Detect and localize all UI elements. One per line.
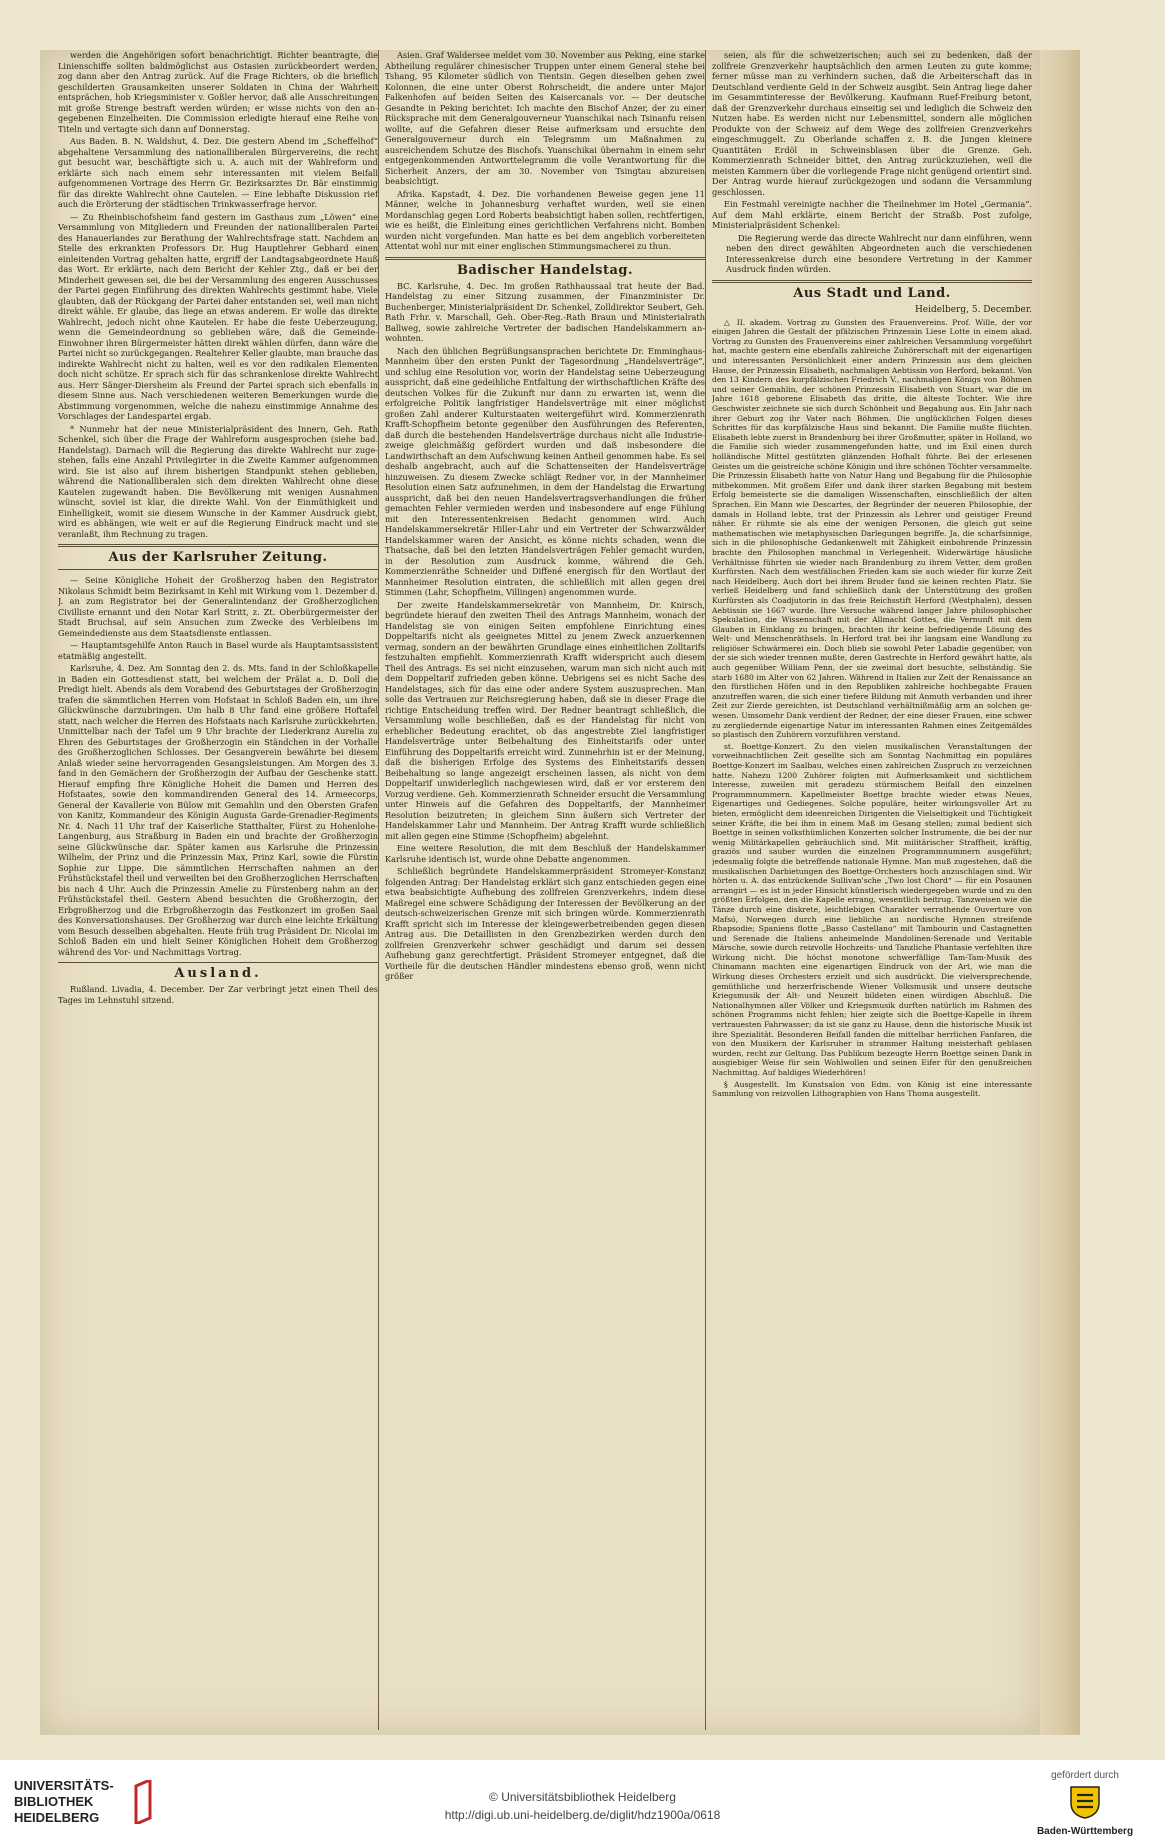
section-heading: Aus Stadt und Land.: [793, 285, 951, 301]
funder-name: Baden-Württemberg: [1036, 1826, 1134, 1837]
funded-by-label: gefördert durch: [1051, 1770, 1119, 1781]
section-divider: [385, 257, 705, 260]
newspaper-page: [40, 50, 1040, 1735]
paragraph: § Ausgestellt. Im Kunstsalon von Edm. von König ist eine interessante Sammlung von reizvollen Lithographien von Hans Thoma ausgestellt.: [712, 1079, 1032, 1099]
paragraph: * Nunmehr hat der neue Ministerialpräsident des Innern, Geh. Rath Schenkel, sich über die Frage der Wahlreform ausgesprochen (siehe bad. Handelstag). Darnach will die Regierung das direkte Wahlrecht nur zugestehen, falls eine Anzahl Privilegirter in die Zweite Kammer aufgenommen wird. Sie ist also auf ihrem bisherigen Standpunkt stehen geblieben, während die Nationalliberalen sich dem direkten Wahlrecht ohne diese Kautelen zugewandt haben. Die Bevölkerung mit wenigen Ausnahmen wünscht, soviel ist klar, die direkte Wahl. Von der Einmüthigkeit und Einhelligkeit, womit sie diesem Wunsche in der Kammer Ausdruck giebt, wird es abhängen, wie weit er auf die Regierung Eindruck macht und sie veranlaßt, ihm Rechnung zu tragen.: [58, 423, 378, 539]
paragraph: werden die Angehörigen sofort benachrichtigt. Richter beantragte, die Linienschiffe sollten baldmöglichst aus Ostasien zurückbeordert werden, zog dann aber den Antrag zurück. Auf die Frage Richters, ob die brieflich geschilderten Grausamkeiten unserer Soldaten in China der Wahrheit entsprächen, hob Kriegsminister v. Goßler hervor, daß alle Ausschreitungen mit große Strenge bestraft werden würden; er wisse nichts von den angegebenen Einzelheiten. Die Commission erledigte hierauf eine Reihe von Titeln und vertagte sich dann auf Donnerstag.: [58, 50, 378, 134]
coat-of-arms-icon: [1067, 1785, 1103, 1819]
permalink[interactable]: http://digi.ub.uni-heidelberg.de/diglit/hdz1900a/0618: [444, 1808, 721, 1822]
column-1: [58, 50, 378, 1730]
paragraph: Aus Baden. B. N. Waldshut, 4. Dez. Die gestern Abend im „Scheffelhof“ abgehaltene Versammlung des nationalliberalen Bürgervereins, die recht gut besucht war, beschäftigte sich u. A. auch mit der Wahlreform und erklärte sich nach einem sehr interessanten mit vielem Beifall aufgenommenen Vortrage des Herrn Gr. Bezirksarztes Dr. Bär einstimmig für das direkte Wahlrecht ohne Cautelen. — Eine lebhafte Diskussion rief auch die Erörterung der städtischen Trinkwasserfrage hervor.: [58, 136, 378, 209]
paragraph: Der zweite Handelskammersekretär von Mannheim, Dr. Knirsch, begründete hierauf den zweiten Theil des Antrags Mannheim, wonach der Handelstag sie von einigen Seiten empfohlene Einrichtung eines Doppeltarifs nicht als geeignetes Mittel zu jenem Zweck anzuerkennen vermag, sondern an der bewährten Grundlage eines einheitlichen Zolltarifs festzuhalten empfiehlt. Kommerzienrath Krafft widerspricht auch diesem Theil des Antrags. Es sei nicht einzusehen, warum man sich nicht auch mit dem Doppeltarif zufrieden geben könne. Uebrigens sei es nicht Sache des Handelstages, sich für das eine oder andere System auszusprechen. Man solle das Vertrauen zur Reichsregierung haben, daß sie in dieser Frage die richtige Entscheidung treffen wird. Der Redner beantragt schließlich, die Versammlung wolle beschließen, daß es der Handelstag für nicht von erheblicher Bedeutung erachtet, ob das angestrebte Ziel langfristiger Handelsverträge unter Beibehaltung des Einheitstarifs oder unter Einführung des Doppeltarifs erreicht wird. Zunmehrhin ist er der Meinung, daß die bisherigen Erfolge des Systems des Einheitstarifs dessen Beibehaltung so lange angezeigt erscheinen lassen, als nicht von dem Doppeltarif unwiderleglich nachgewiesen wird, daß er vor ersterem den Vorzug verdiene. Geh. Kommerzienrath Schneider ersucht die Versammlung unter Hinweis auf die Gefahren des Doppeltarifs, der Mannheimer Resolution beizutreten; in gleichem Sinn äußern sich Vertreter der Handelskammer Lahr und Mannheim. Der Antrag Krafft wurde schließlich mit allen gegen eine Stimme (Schopfheim) abgelehnt.: [385, 599, 705, 841]
column-2: [385, 50, 705, 1730]
paragraph: Karlsruhe, 4. Dez. Am Sonntag den 2. ds. Mts. fand in der Schloßkapelle in Baden ein Gottesdienst statt, bei welchem der Prälat a. D. Doll die Predigt hielt. Abends als dem Vorabend des Geburtstages der Großherzogin trafen die sämmtlichen Herren vom Hofstaat in Schloß Baden ein, um ihre Glückwünsche darzubringen. Um halb 8 Uhr fand eine größere Hoftafel statt, nach welcher die Herren des Hofstaats nach Karlsruhe zurückkehrten. Unmittelbar nach der Tafel um 9 Uhr brachte der Liederkranz Aurelia zu Ehren des Geburtstages der Großherzogin ein Ständchen in der Vorhalle des Großherzoglichen Schlosses. Der Gesangverein bewährte bei diesem Anlaß wieder seine hervorragenden Gesangsleistungen. Am Morgen des 3. fand in den Gemächern der Großherzogin der Aufbau der Geschenke statt. Hierauf empfing Ihre Königliche Hoheit die Damen und Herren des Hofstaates, sowie den kommandirenden General des 14. Armeecorps, General der Kavallerie von Bülow mit Gemahlin und den Obersten Grafen von Kanitz, Kommandeur des Königin Augusta Garde-Grenadier-Regiments Nr. 4. Nach 11 Uhr traf der Kaiserliche Statthalter, Fürst zu Hohenlohe-Langenburg, aus Straßburg in Baden ein und brachte der Großherzogin seine Glückwünsche dar. Später kamen aus Karlsruhe die Prinzessin Wilhelm, der Prinz und die Prinzessin Max, Prinz Karl, sowie die Fürstin Sophie zur Lippe. Die sämmtlichen Herrschaften nahmen an der Frühstückstafel theil und verweilten bei den Großherzoglichen Herrschaften bis nach 4 Uhr. Auch die Prinzessin Amelie zu Fürstenberg nahm an der Frühstückstafel theil. Gestern Abend besuchten die Großherzogin, der Erbgroßherzog und die Erbgroßherzogin das Festkonzert im großen Saal des Konversationshauses. Der Großherzog war durch eine leichte Erkältung vom Besuch desselben abgehalten. Heute früh trug Präsident Dr. Nicolai im Schloß Baden ein und hielt Seiner Königlichen Hoheit dem Großherzog während des Vor- und Nachmittags Vortrag.: [58, 663, 378, 957]
viewer-footer: [0, 1760, 1165, 1842]
column-rule: [705, 50, 706, 1730]
paragraph: st. Boettge-Konzert. Zu den vielen musikalischen Veranstaltungen der vorweihnachtlichen Zeit gesellte sich am Sonntag Nachmittag ein populäres Boettge-Konzert im Saalbau, welches einen zahlreichen Zuspruch zu verzeichnen hatte. Nahezu 1200 Zuhörer folgten mit Aufmerksamkeit und sichtlichem Interesse, zuweilen mit geradezu stürmischem Beifall den einzelnen Programmnummern. Kapellmeister Boettge brachte wieder etwas Neues, Eigenartiges und Gediegenes. Solche populäre, heiter wirkungsvoller Art zu bieten, ermöglicht dem ideenreichen Dirigenten die Vielseitigkeit und Tüchtigkeit seiner Kräfte, die bei ihm in einem Maß im Gesang stellen; zumal bedient sich Boettge in seinen volksthümlichen Konzerten solcher Instrumente, die bei der nur wenig Militärkapellen gebräuchlich sind. Mit militärischer Straffheit, kräftig, graziös und sauber wurden die einzelnen Programmnummern ausgeführt; jedesmalig folgte die betreffende nationale Hymne. Man muß zugestehen, daß die musikalischen Darbietungen des Boettge-Orchesters hoch anzuschlagen sind. Wir hörten u. A. das entzückende Sullivan'sche „Two lost Chord“ — für ein Posaunen arrangirt — es ist in jeder Hinsicht künstlerisch wiedergegeben wurde und zu den größten Erfolgen, den die Kapelle errang, wesentlich beitrug. Tanzweisen wie die Tänze durch eine diskrete, leichtlebigen Charakter verrathende Ouverture von Mafsó, Norwegen durch eine liebliche an nordische Hymnen streifende Rhapsodie; Spaniens flotte „Basso Castellano“ mit Tambourin und Castagnetten und Serenade die Italiens anheimelnde Mandolinen-Serenade und Veritable Märsche, sowie durch reizvolle Hochzeits- und Tanzliche Phantasie verfehlten ihre Wirkung nicht. Die höchst monotone schwerfällige Tam-Tam-Musik des Chinamann machten eine eigenartigen Eindruck von der Art, wie man die Wirkung dieses Orchesters erzielt und sich ausdrückt. Die vielversprechende, gemüthliche und herzerfrischende Wiener Volksmusik und unsere deutsche Kriegsmusik der Alt- und Neuzeit bildeten einen würdigen Abschluß. Die Nationalhymnen aller Völker und Kriegsmusik durften natürlich im Rahmen des schönen Programms nicht fehlen; hier zeigte sich die Boettge-Kapelle in ihrem vertrauesten Fahrwasser; da ist sie ganz zu Hause, denn die historische Musik ist ihre Spezialität. Besonderen Beifall fanden die mittelbar herrlichen Fanfaren, die von den Musikern der Karlsruher in strammer Haltung meisterhaft geblasen wurden, recht zur Geltung. Das Publikum bezeugte Herrn Boettge seinen Dank in ausgiebiger Weise für sein Wohlwollen und seinen Eifer für den genußreichen Nachmittag. Auf baldiges Wiederhören!: [712, 741, 1032, 1077]
section-divider: [58, 962, 378, 963]
paragraph: Ein Festmahl vereinigte nachher die Theilnehmer im Hotel „Germania“. Auf dem Mahl erklärte, einem Bericht der Straßb. Post zufolge, Ministerialpräsident Schenkel:: [712, 199, 1032, 230]
paragraph: Nach den üblichen Begrüßungsansprachen berichtete Dr. Emminghaus-Mannheim über den ersten Punkt der Tagesordnung „Handelsverträge“, und schlug eine Resolution vor, worin der Handelstag seine Ueberzeugung ausspricht, daß eine gedeihliche Entfaltung der wirthschaftlichen Kräfte des deutschen Volkes für die Zukunft nur dann zu erwarten ist, wenn die erfolgreiche Politik langfristiger Handelsverträge mit einer möglichst großen Zahl anderer Kulturstaaten weitergeführt wird. Kommerzienrath Krafft-Schopfheim betonte gegenüber den Ausführungen des Referenten, daß durch die bestehenden Handelsverträge durchaus nicht alle Industriezweige gleichmäßig gefördert wurden und daß insbesondere die Landwirthschaft an dem Aufschwung keinen Antheil genommen habe. Es sei deshalb angebracht, auch auf die Schattenseiten der Handelsverträge hinzuweisen. Zu diesem Zwecke schlägt Redner vor, in der Mannheimer Resolution einen Satz aufzunehmen, in dem der Handelstag die Erwartung ausspricht, daß bei den neuen Handelsvertragsverhandlungen die früher gemachten Fehler vermieden werden und insbesondere auf enge Fühlung mit den Interessentenkreisen Bedacht genommen wird. Auch Handelskammersekretär Hiller-Lahr und ein Vertreter der Schwarzwälder Handelskammer waren der Ansicht, es könne nichts schaden, wenn die Thatsache, daß bei den letzten Handelsverträgen Fehler gemacht wurden, in der Resolution zum Ausdruck komme, während die Geh. Kommerzienräthe Schneider und Diffené energisch für den Wortlaut der Mannheimer Resolution eintraten, die schließlich mit allen gegen drei Stimmen (Lahr, Schopfheim, Villingen) angenommen wurde.: [385, 345, 705, 598]
section-heading: Aus der Karlsruher Zeitung.: [108, 550, 328, 565]
paragraph: seien, als für die schweizerischen; auch sei zu bedenken, daß der zollfreie Grenzverkehr hauptsächlich den armen Leuten zu gute komme; ferner müsse man zu verhindern suchen, daß die Arbeiterschaft das in Deutschland verdiente Geld in der Schweiz ausgibt. Sein Antrag liege daher im Gesammtinteresse der Bevölkerung. Kaufmann Ruef-Freiburg betont, daß der Grenzverkehr durchaus einseitig sei und lediglich die Schweiz den Nutzen habe. Es werden nicht nur Lebensmittel, sondern alle möglichen Produkte von der Schweiz auf dem Wege des zollfreien Grenzverkehrs eingeschmuggelt. Zu Oberlande schaffen z. B. die Jungen kleinere Quantitäten Erdöl in Schweinsblasen über die Grenze. Geh. Kommerzienrath Schneider bittet, den Antrag zurückzuziehen, weil die meisten Kammern über die vorliegende Frage nicht genügend orientirt sind. Der Antrag wurde hierauf zurückgezogen und sodann die Versammlung geschlossen.: [712, 50, 1032, 197]
paragraph: BC. Karlsruhe, 4. Dec. Im großen Rathhaussaal trat heute der Bad. Handelstag zu einer Sitzung zusammen, der Finanzminister Dr. Buchenberger, Ministerialpräsident Dr. Schenkel, Zolldirektor Seubert, Geh. Rath Frhr. v. Marschall, Geh. Ober-Reg.-Rath Braun und Ministerialrath Ballweg, sowie zahlreiche Vertreter der badischen Handelskammern anwohnten.: [385, 280, 705, 344]
paragraph: Rußland. Livadia, 4. December. Der Zar verbringt jetzt einen Theil des Tages im Lehnstuhl sitzend.: [58, 984, 378, 1005]
page-edge: [1040, 50, 1080, 1735]
section-divider: [58, 569, 378, 570]
column-3: [712, 50, 1032, 1730]
dateline: Heidelberg, 5. December.: [914, 304, 1032, 315]
funder-logo[interactable]: [1020, 1770, 1150, 1840]
paragraph: Afrika. Kapstadt, 4. Dez. Die vorhandenen Beweise gegen jene 11 Männer, welche in Johannesburg verhaftet wurden, weil sie einen Mordanschlag gegen Lord Roberts beabsichtigt haben sollen, rechtfertigen, wie es heißt, die Einleitung eines gerichtlichen Verfahrens nicht. Bomben wurden nicht vorgefunden. Man hatte es bei dem angeblich vorbereiteten Attentat wohl nur mit einer englischen Stimmungsmacherei zu thun.: [385, 188, 705, 251]
quoted-statement: Die Regierung werde das directe Wahlrecht nur dann einführen, wenn neben den direct gewählten Abgeordneten auch die verschiedenen Interessenkreise durch eine besondere Vertretung in der Kammer Ausdruck finden würden.: [726, 232, 1032, 274]
paragraph: — Seine Königliche Hoheit der Großherzog haben den Registrator Nikolaus Schmidt beim Bezirksamt in Kehl mit Wirkung vom 1. Dezember d. J. an zum Registrator bei der Generalintendanz der Großherzoglichen Civilliste ernannt und den Notar Karl Stritt, z. Zt. Oberbürgermeister der Stadt Bruchsal, auf sein Ansuchen zum Zwecke des Verbleibens im Gemeindedienste aus dem Staatsdienste entlassen.: [58, 575, 378, 638]
column-rule: [378, 50, 379, 1730]
library-name: UNIVERSITÄTS-BIBLIOTHEK HEIDELBERG: [14, 1778, 114, 1825]
section-heading: Badischer Handelstag.: [456, 262, 634, 278]
paragraph: △ II. akadem. Vortrag zu Gunsten des Frauenvereins. Prof. Wille, der vor einigen Jahren die Gestalt der pfälzischen Prinzessin Liese Lotte in einem akad. Vortrag zu Gunsten des Frauenvereins einer zahlreichen Versammlung vorgeführt hat, machte gestern eine ebenfalls zahlreiche Zuhörerschaft mit der eigenartigen und interessanten Persönlichkeit einer andern Prinzessin aus dem gleichen Hause, der Prinzessin Elisabeth, nachmaligen Aebtissin von Herford, bekannt. Von den 13 Kindern des kurpfälzischen Friedrich V., nachmaligen Königs von Böhmen und seiner Gemahlin, der schönen Prinzessin Elisabeth von Stuart, war die im Jahre 1618 geborene Elisabeth das dritte, die älteste Tochter. Wie ihre Geschwister zeichnete sie sich durch Schönheit und Begabung aus. Ein Jahr nach ihrer Geburt zog ihr Vater nach Böhmen. Die unglücklichen Folgen dieses Schrittes für das kurpfälzische Haus sind bekannt. Die Familie mußte flüchten. Elisabeth lebte zuerst in Brandenburg bei ihrer Großmutter, später in Holland, wo die Familie sich wieder zusammengefunden hatte, und im Exil einen durch holländische Mittel gestützten glänzenden Hofhalt führte. Bei der erlesenen Geistes um die geistreiche schöne Königin und ihre schönen Töchter versammelte. Die Prinzessin Elisabeth hatte von Natur Hang und Begabung für die Philosophie mitbekommen. Mit großem Eifer und dank ihrer starken Begabung mit bestem Erfolg bemeisterte sie die damaligen Wissenschaften, einschließlich der alten Sprachen. Ein Mann wie Descartes, der Begründer der neueren Philosophie, der damals in Holland lebte, trat der Prinzessin als Lehrer und geistiger Freund näher. Er rühmte sie als eine der wenigen Personen, die gleich gut seine mathematischen wie metaphysischen Darlegungen begriffe. Ja, die scharfsinnige, sich in die philosophische Gedankenwelt mit Zähigkeit einbohrende Prinzessin brachte den Philosophen manchmal in Verlegenheit. Widerwärtige häusliche Verhältnisse führten sie wieder nach Brandenburg zu ihrem Vetter, dem großen Kurfürsten. Nach dem westfälischen Frieden kam sie auch wieder für kurze Zeit nach Heidelberg. Auch dort bei ihrem Bruder fand sie keinen rechten Platz. Sie verließ Heidelberg und fand schließlich dank der Unterstützung des großen Kurfürsten als Coadjutorin in das freie Reichsstift Herford (Westphalen), dessen Aebtissin sie 1667 wurde. Ihre Versuche während langer Jahre philosophischer Spekulation, die Wissenschaft mit der Allmacht Gottes, die Vernunft mit dem Glauben in Einklang zu bringen, brachten ihr keine befriedigende Lösung des Welt- und Menschenräthsels. In Herford trat bei ihr langsam eine Wandlung zu religiöser Schwärmerei ein. Doch blieb sie sowohl Peter Labadie gegenüber, von der sie sich wieder trennen mußte, deren Gastrechte in Herford gewährt hatte, als auch gegenüber William Penn, der sie zweimal dort besuchte, selbständig. Sie starb 1680 im Alter von 62 Jahren. Während in Italien zur Zeit der Renaissance an den fürstlichen Höfen und in den Republiken zahlreiche hochbegabte Frauen anzutreffen waren, die sich einer tiefere Bildung mit Anmuth verbanden und ihrer Zeit zur Zierde gereichten, ist Deutschland verhältnißmäßig arm an solchen gewesen. Umsomehr Dank verdient der Redner, der eine dieser Frauen, eine schwer zu zergliedernde eigenartige Natur im interessanten Rahmen eines Zeitgemäldes so plastisch den Zuhörern vorzuführen verstand.: [712, 317, 1032, 740]
copyright-text: © Universitätsbibliothek Heidelberg: [489, 1790, 676, 1804]
paragraph: Asien. Graf Waldersee meldet vom 30. November aus Peking, eine starke Abtheilung regulärer chinesischer Truppen unter einem General stehe bei Tshang, 95 Kilometer südlich von Tientsin. Gegen dieselben gehen zwei Kolonnen, die eine unter Oberst Rohrscheidt, die andere unter Major Falkenhofen auf beiden Seiten des Kaisercanals vor. — Der deutsche Gesandte in Peking berichtet: Ich machte den Bischof Anzer, der zu einer Rücksprache mit dem Generalgouverneur Yuanschikai nach Tsinanfu reisen wollte, auf die Gefahren dieser Reise aufmerksam und ersuchte den Generalgouverneur durch ein Telegramm um Maßnahmen zu ausreichendem Schutze des Bischofs. Yuanschikai übernahm in einem sehr entgegenkommenden Antworttelegramm die volle Verantwortung für die Sicherheit Anzers, der am 30. November von Tsingtau abzureisen beabsichtigt.: [385, 50, 705, 186]
paragraph: — Hauptamtsgehilfe Anton Rauch in Basel wurde als Hauptamtsassistent etatmäßig angestellt.: [58, 640, 378, 661]
section-divider: [712, 280, 1032, 283]
paragraph: Eine weitere Resolution, die mit dem Beschluß der Handelskammer Karlsruhe identisch ist, wurde ohne Debatte angenommen.: [385, 843, 705, 864]
section-divider: [58, 544, 378, 547]
paragraph: Schließlich begründete Handelskammerpräsident Stromeyer-Konstanz folgenden Antrag: Der Handelstag erklärt sich ganz entschieden gegen eine etwa beabsichtigte Aufhebung des zollfreien Grenzverkehrs, indem diese Maßregel eine schwere Schädigung der Interessen der Bevölkerung an der deutsch-schweizerischen Grenze mit sich bringen würde. Kommerzienrath Krafft spricht sich im Interesse der kleingewerbetreibenden gegen diesen Antrag aus. Die Detaillisten in den Grenzbezirken werden durch den zollfreien Grenzverkehr schwer geschädigt und darum sei dessen Aufhebung ganz gerechtfertigt. Präsident Stromeyer entgegnet, daß die Vortheile für die deutschen Händler mindestens ebenso groß, wenn nicht größer: [385, 866, 705, 982]
section-heading: Ausland.: [174, 966, 262, 982]
paragraph: — Zu Rheinbischofsheim fand gestern im Gasthaus zum „Löwen“ eine Versammlung von Mitgliedern und Freunden der nationalliberalen Partei des Hanauerlandes zur Berathung der Wahlrechtsfrage statt. Nachdem an Stelle des erkrankten Professors Dr. Hug Hauptlehrer Gebhard einen einleitenden Vortrag gehalten hatte, ergriff der Landtagsabgeordnete Hauß das Wort. Er erklärte, nach dem Bericht der Kehler Ztg., daß er bei der Minderheit gewesen sei, die bei der Versammlung des engeren Ausschusses der Partei gegen Einführung des direkten Wahlrechts gestimmt habe. Viele glaubten, daß der Rückgang der Partei daher entstanden sei, weil man nicht direkt wähle. Er glaube, das liege an etwas anderem. Er wolle das direkte Wahlrecht, jedoch nicht ohne Kautelen. Er habe die feste Ueberzeugung, wenn die Gemeindeordnung so geblieben wäre, daß die Gemeinde-Einwohner ihren Bürgermeister hätten direkt wählen dürfen, dann wäre die Partei nicht so zurückgegangen. Realtehrer Keller glaubte, man brauche das indirekte Wahlrecht nicht zu halten, weil es vor den radikalen Elementen doch nicht schütze. Er sprach sich für das schrankenlose direkte Wahlrecht aus. Herr Sänger-Diersheim als Freund der Partei sprach sich ebenfalls in diesem Sinne aus. Nach verschiedenen weiteren Bemerkungen wurde die Abstimmung vorgenommen, welche die nahezu einstimmige Annahme des Vorschlages der Landespartei ergab.: [58, 211, 378, 421]
